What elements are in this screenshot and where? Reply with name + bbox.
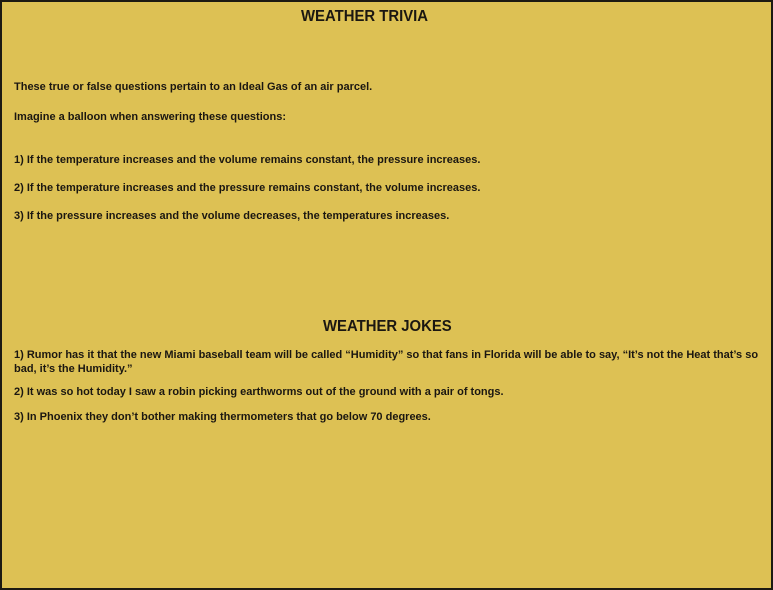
trivia-question-3: 3) If the pressure increases and the volume decreases, the temperatures increases. [14, 210, 450, 222]
jokes-title: WEATHER JOKES [323, 318, 452, 335]
trivia-question-2: 2) If the temperature increases and the pressure remains constant, the volume increases. [14, 182, 481, 194]
trivia-title: WEATHER TRIVIA [301, 8, 429, 25]
joke-1: 1) Rumor has it that the new Miami baseball team will be called “Humidity” so that fans in Florida will be able to say, “It’s not the Heat that’s so bad, it’s the Humidity.” [14, 349, 759, 375]
joke-2: 2) It was so hot today I saw a robin picking earthworms out of the ground with a pair of tongs. [14, 386, 504, 398]
joke-3: 3) In Phoenix they don’t bother making thermometers that go below 70 degrees. [14, 411, 431, 423]
trivia-instruction: Imagine a balloon when answering these questions: [14, 111, 286, 123]
trivia-intro: These true or false questions pertain to an Ideal Gas of an air parcel. [14, 81, 373, 93]
trivia-question-1: 1) If the temperature increases and the volume remains constant, the pressure increases. [14, 154, 481, 166]
